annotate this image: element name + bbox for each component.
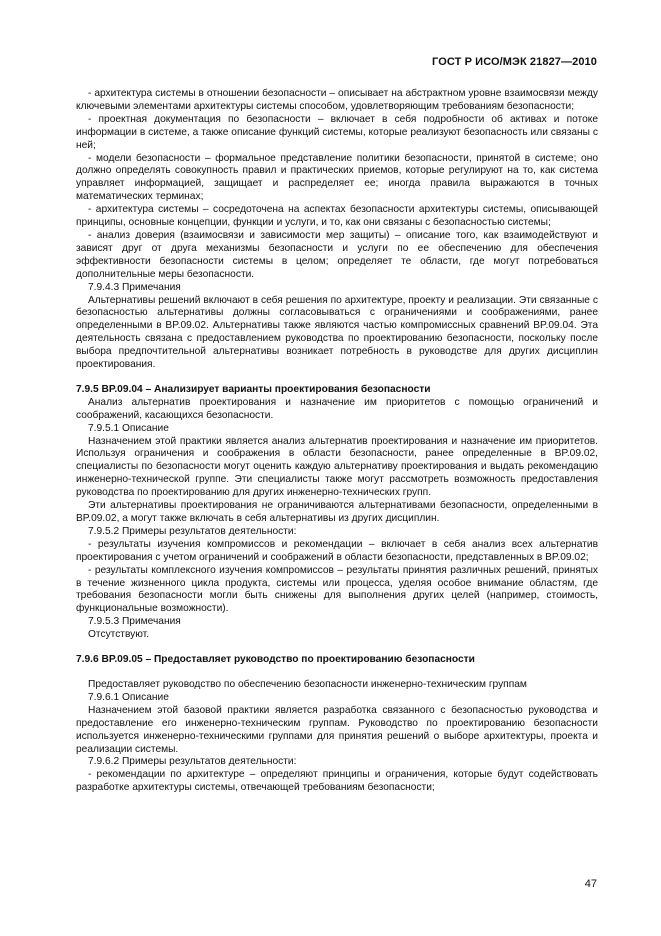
- paragraph: - архитектура системы в отношении безопасности – описывает на абстрактном уровне взаимосвязи между ключевыми элементами архитектуры системы способом, удовлетворяющим требованиям безопасности;: [76, 88, 598, 112]
- document-body: [76, 88, 598, 795]
- paragraph: Альтернативы решений включают в себя решения по архитектуре, проекту и реализации. Эти связанные с безопасностью альтернативы должны согласовываться с ограничениями и соображениями, ранее определенными в BP.09.02. Альтернативы также являются частью компромиссных сравнений BP.09.04. Эта деятельность связана с предоставлением руководства по проектированию безопасности, поскольку после выбора предпочтительной альтернативы возникает потребность в руководстве для других дисциплин проектирования.: [76, 294, 598, 371]
- paragraph: Назначением этой базовой практики является разработка связанного с безопасностью руководства и предоставление его инженерно-техническим группам. Руководство по проектированию безопасности используется инженерно-техническими группами для принятия решений о выборе архитектуры, проекта и реализации системы.: [76, 704, 598, 755]
- section-heading: 7.9.5 BP.09.04 – Анализирует варианты проектирования безопасности: [76, 383, 431, 395]
- document-header: ГОСТ Р ИСО/МЭК 21827—2010: [432, 56, 597, 68]
- paragraph: Эти альтернативы проектирования не ограничиваются альтернативами безопасности, определенными в BP.09.02, а могут также включать в себя альтернативы из других дисциплин.: [76, 500, 598, 524]
- subsection-title: 7.9.5.1 Описание: [88, 422, 169, 434]
- subsection-title: 7.9.6.2 Примеры результатов деятельности:: [88, 756, 297, 768]
- paragraph: - результаты комплексного изучения компромиссов – результаты принятия различных решений, принятых в течение жизненного цикла продукта, системы или процесса, уделяя особое внимание областям, где требования безопасности могли быть снижены для выполнения других целей (например, стоимость, функциональные возможности).: [76, 564, 598, 615]
- paragraph: - результаты изучения компромиссов и рекомендации – включает в себя анализ всех альтернатив проектирования с учетом ограничений и соображений в области безопасности, представленных в BP.09.02;: [76, 538, 598, 563]
- spacer: [76, 667, 598, 679]
- paragraph: Предоставляет руководство по обеспечению безопасности инженерно-техническим группам: [88, 678, 527, 690]
- paragraph: - анализ доверия (взаимосвязи и зависимости мер защиты) – описание того, как взаимодействуют и зависят друг от друга механизмы безопасности и услуги по ее обеспечению для обеспечения эффективности безопасности системы в целом; определяет те области, где могут потребоваться дополнительные меры безопасности.: [76, 229, 598, 280]
- paragraph: Анализ альтернатив проектирования и назначение им приоритетов с помощью ограничений и соображений, касающихся безопасности.: [76, 396, 598, 421]
- paragraph: Отсутствуют.: [88, 629, 150, 641]
- paragraph: - модели безопасности – формальное представление политики безопасности, принятой в системе; оно должно определять совокупность правил и практических приемов, которые регулируют на то, как система управляет информацией, защищает и распределяет ее; иногда правила выражаются в точных математических терминах;: [76, 152, 598, 203]
- subsection-title: 7.9.6.1 Описание: [88, 691, 169, 703]
- paragraph: - рекомендации по архитектуре – определяют принципы и ограничения, которые будут содействовать разработке архитектуры системы, отвечающей требованиям безопасности;: [76, 769, 598, 794]
- paragraph: - проектная документация по безопасности – включает в себя подробности об активах и потоке информации в системе, а также описание функций системы, которые реализуют безопасность или связаны с ней;: [76, 113, 598, 151]
- paragraph: - архитектура системы – сосредоточена на аспектах безопасности архитектуры системы, описывающей принципы, основные концепции, функции и услуги, и то, как они связаны с безопасностью системы;: [76, 204, 598, 229]
- page-number: 47: [584, 878, 597, 890]
- subsection-title: 7.9.5.3 Примечания: [88, 616, 181, 628]
- subsection-title: 7.9.5.2 Примеры результатов деятельности:: [88, 525, 297, 537]
- section-heading: 7.9.6 BP.09.05 – Предоставляет руководство по проектированию безопасности: [76, 654, 475, 666]
- paragraph: Назначением этой практики является анализ альтернатив проектирования и назначение им приоритетов. Используя ограничения и соображения в области безопасности, ранее определенные в BP.09.02, специалисты по безопасности могут оценить каждую альтернативу проектирования и выдать рекомендацию инженерно-технической группе. Эти специалисты также могут рассмотреть возможность предоставления руководства по проектированию для других инженерно-технических групп.: [76, 435, 598, 499]
- subsection-title: 7.9.4.3 Примечания: [88, 281, 181, 293]
